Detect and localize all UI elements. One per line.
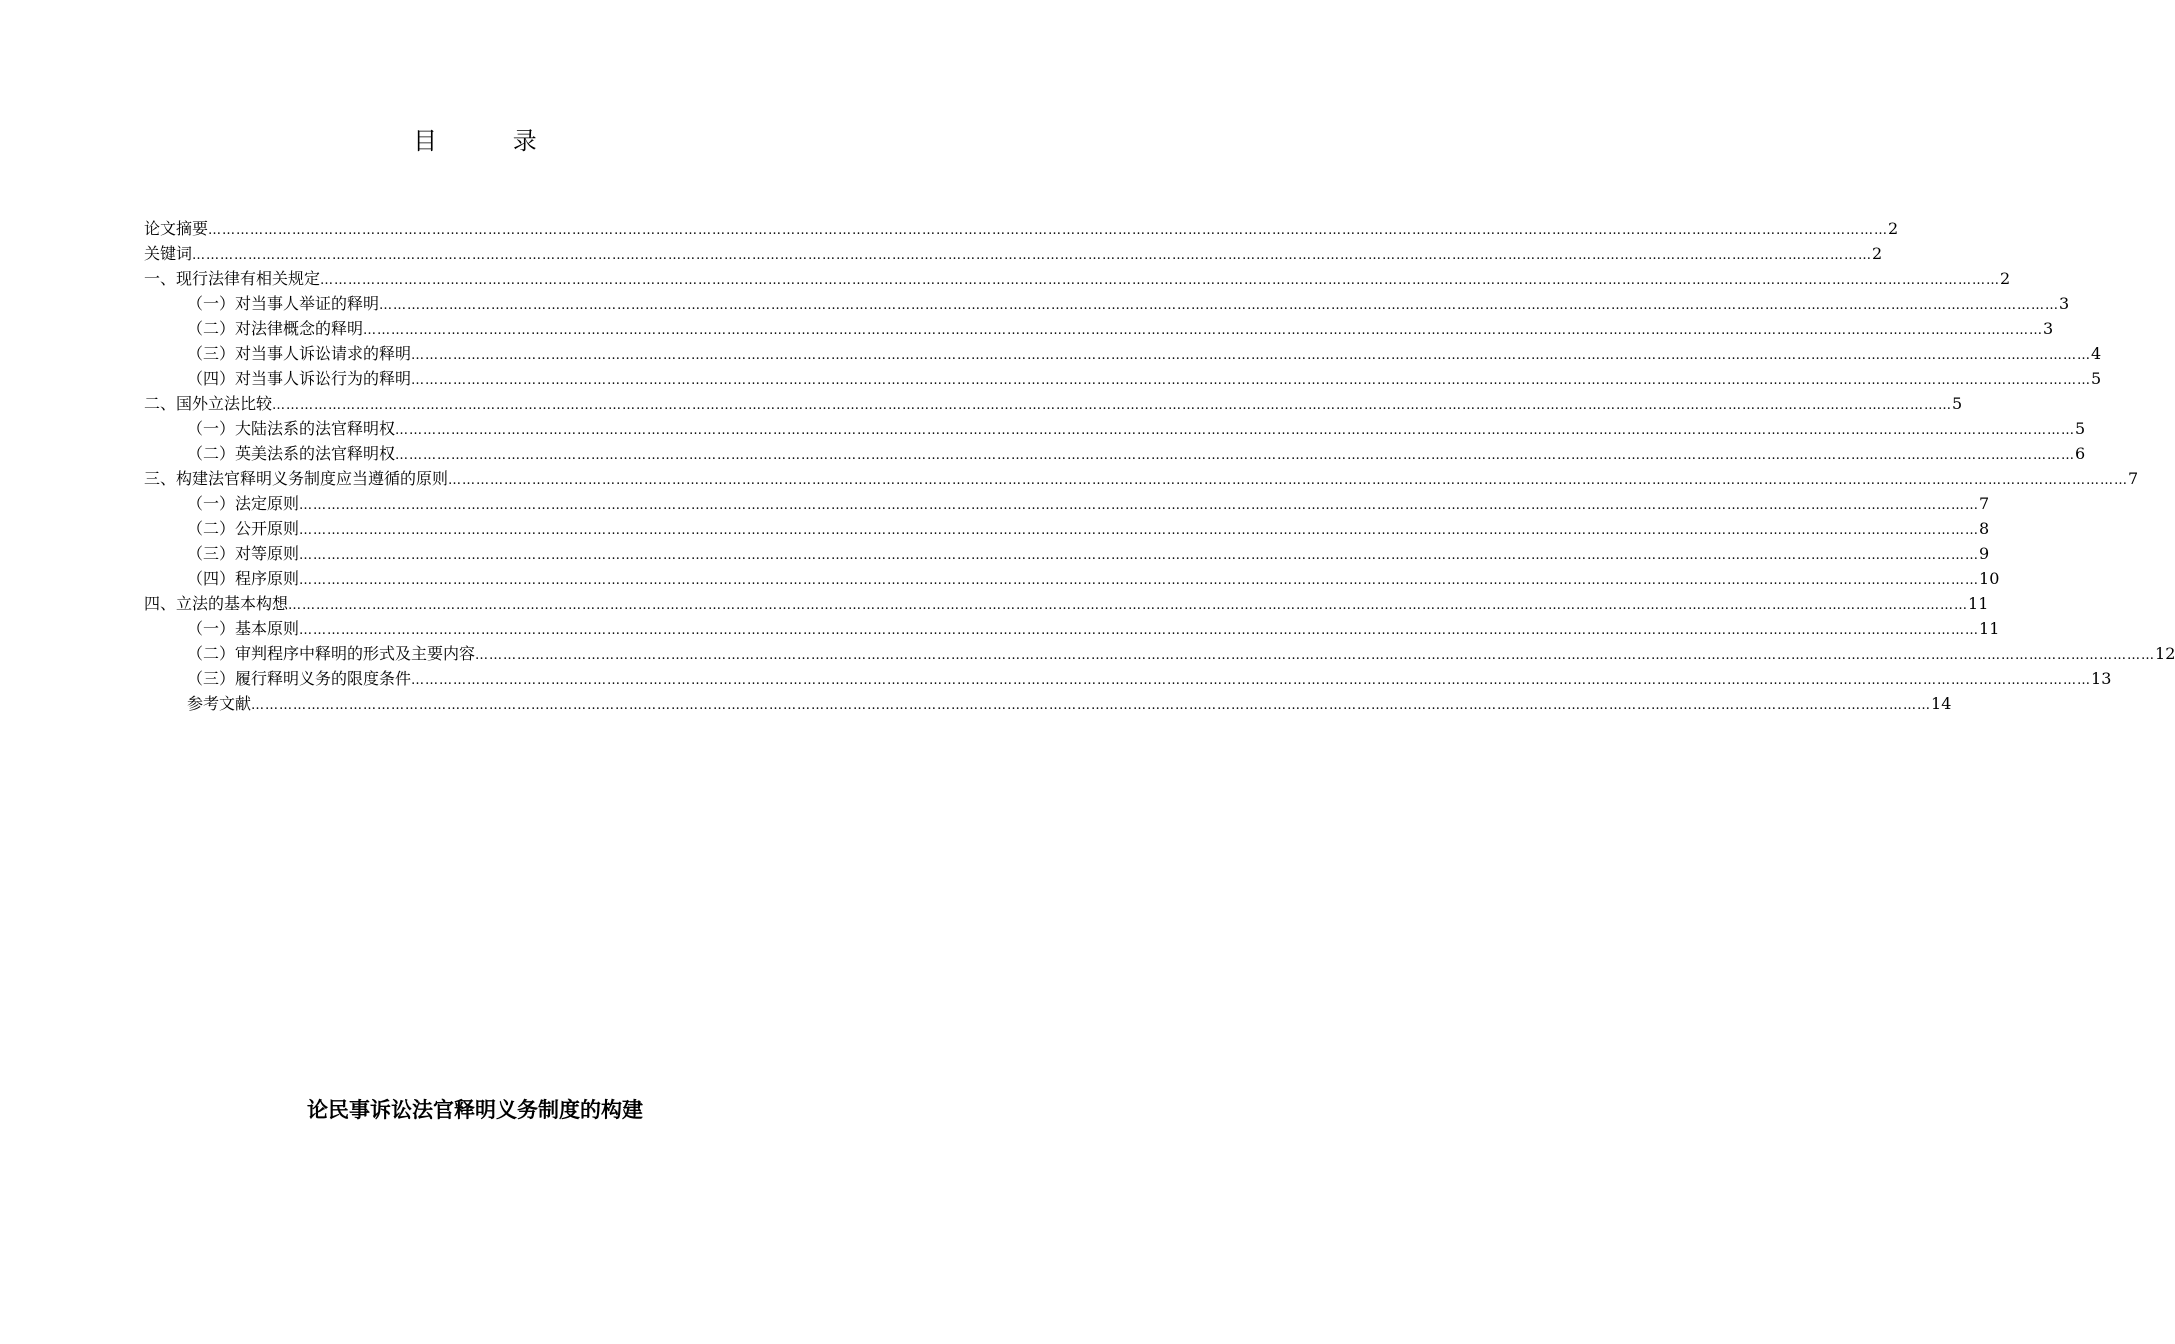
- toc-entry-page: 4: [2091, 344, 2102, 363]
- toc-entry: [144, 616, 2000, 641]
- toc-leader-dots: ………………………………………………………………………………………………………………………………………………………………………………………………………………………………………………………………………………………………………………………………: [299, 623, 1980, 638]
- toc-leader-dots: ………………………………………………………………………………………………………………………………………………………………………………………………………………………………………………………………………………………………………………………………: [363, 323, 2044, 338]
- toc-entry: [144, 316, 2054, 341]
- toc-leader-dots: ………………………………………………………………………………………………………………………………………………………………………………………………………………………………………………………………………………………………………………………………: [208, 223, 1889, 238]
- toc-entry-label: （三）对当事人诉讼请求的释明: [187, 344, 412, 363]
- toc-entry-number: 二、: [144, 394, 177, 413]
- toc-entry-label: （四）对当事人诉讼行为的释明: [187, 369, 412, 388]
- toc-entry-page: 2: [2000, 269, 2011, 288]
- toc-leader-dots: ………………………………………………………………………………………………………………………………………………………………………………………………………………………………………………………………………………………………………………………………: [299, 523, 1980, 538]
- toc-entry-page: 3: [2059, 294, 2070, 313]
- toc-entry: [144, 516, 1990, 541]
- toc-leader-dots: ………………………………………………………………………………………………………………………………………………………………………………………………………………………………………………………………………………………………………………………………: [395, 423, 2076, 438]
- toc-entry-page: 6: [2075, 444, 2086, 463]
- toc-entry-label: （三）履行释明义务的限度条件: [187, 669, 412, 688]
- toc-entry-label: 关键词: [144, 244, 193, 263]
- toc-leader-dots: ………………………………………………………………………………………………………………………………………………………………………………………………………………………………………………………………………………………………………………………………: [411, 673, 2092, 688]
- toc-entry-label: 论文摘要: [144, 219, 209, 238]
- toc-leader-dots: ………………………………………………………………………………………………………………………………………………………………………………………………………………………………………………………………………………………………………………………………: [251, 698, 1932, 713]
- toc-entry: [144, 391, 1963, 416]
- toc-entry-label: （二）公开原则: [187, 519, 300, 538]
- toc-leader-dots: ………………………………………………………………………………………………………………………………………………………………………………………………………………………………………………………………………………………………………………………………: [272, 398, 1953, 413]
- toc-heading: 目 录: [413, 127, 571, 155]
- toc-entry-page: 11: [1979, 619, 2000, 638]
- toc-leader-dots: ………………………………………………………………………………………………………………………………………………………………………………………………………………………………………………………………………………………………………………………………: [411, 373, 2092, 388]
- toc-entry-label: 现行法律有相关规定: [176, 269, 321, 288]
- toc-entry-number: 一、: [144, 269, 177, 288]
- toc-entry-label: （一）基本原则: [187, 619, 300, 638]
- toc-entry-label: （三）对等原则: [187, 544, 300, 563]
- toc-leader-dots: ………………………………………………………………………………………………………………………………………………………………………………………………………………………………………………………………………………………………………………………………: [320, 273, 2001, 288]
- toc-leader-dots: ………………………………………………………………………………………………………………………………………………………………………………………………………………………………………………………………………………………………………………………………: [299, 573, 1980, 588]
- toc-entry-label: （一）大陆法系的法官释明权: [187, 419, 396, 438]
- toc-entry-page: 3: [2043, 319, 2054, 338]
- toc-leader-dots: ………………………………………………………………………………………………………………………………………………………………………………………………………………………………………………………………………………………………………………………………: [288, 598, 1969, 613]
- toc-entry: [144, 566, 2000, 591]
- toc-entry-page: 11: [1968, 594, 1989, 613]
- toc-entry-label: 国外立法比较: [176, 394, 273, 413]
- toc-entry-page: 14: [1931, 694, 1952, 713]
- toc-entry: [144, 541, 1990, 566]
- toc-entry-label: （二）审判程序中释明的形式及主要内容: [187, 644, 476, 663]
- toc-leader-dots: ………………………………………………………………………………………………………………………………………………………………………………………………………………………………………………………………………………………………………………………………: [395, 448, 2076, 463]
- toc-entry-page: 5: [1952, 394, 1963, 413]
- toc-entry-page: 5: [2091, 369, 2102, 388]
- toc-entry-label: 立法的基本构想: [176, 594, 289, 613]
- toc-entry-label: （四）程序原则: [187, 569, 300, 588]
- toc-leader-dots: ………………………………………………………………………………………………………………………………………………………………………………………………………………………………………………………………………………………………………………………………: [192, 248, 1873, 263]
- toc-entry-page: 10: [1979, 569, 2000, 588]
- toc-entry: [144, 266, 2011, 291]
- document-title: 论民事诉讼法官释明义务制度的构建: [307, 1098, 643, 1122]
- toc-entry-page: 5: [2075, 419, 2086, 438]
- toc-entry-label: （一）对当事人举证的释明: [187, 294, 380, 313]
- toc-entry: [144, 491, 1990, 516]
- toc-entry-page: 7: [2128, 469, 2139, 488]
- table-of-contents: [144, 216, 2175, 716]
- toc-entry: [144, 666, 2112, 691]
- toc-entry-page: 2: [1872, 244, 1883, 263]
- toc-entry: [144, 341, 2102, 366]
- toc-entry: [144, 591, 1989, 616]
- toc-entry: [144, 466, 2139, 491]
- toc-entry: [144, 216, 1899, 241]
- toc-entry-label: 参考文献: [187, 694, 252, 713]
- toc-leader-dots: ………………………………………………………………………………………………………………………………………………………………………………………………………………………………………………………………………………………………………………………………: [299, 498, 1980, 513]
- toc-entry-page: 2: [1888, 219, 1899, 238]
- toc-entry: [144, 366, 2102, 391]
- toc-leader-dots: ………………………………………………………………………………………………………………………………………………………………………………………………………………………………………………………………………………………………………………………………: [411, 348, 2092, 363]
- toc-entry: [144, 291, 2070, 316]
- toc-entry-number: 三、: [144, 469, 177, 488]
- toc-entry-page: 8: [1979, 519, 1990, 538]
- toc-entry: [144, 641, 2175, 666]
- toc-entry-label: （二）英美法系的法官释明权: [187, 444, 396, 463]
- toc-entry-label: （一）法定原则: [187, 494, 300, 513]
- toc-leader-dots: ………………………………………………………………………………………………………………………………………………………………………………………………………………………………………………………………………………………………………………………………: [475, 648, 2156, 663]
- toc-entry: [144, 691, 1952, 716]
- toc-leader-dots: ………………………………………………………………………………………………………………………………………………………………………………………………………………………………………………………………………………………………………………………………: [379, 298, 2060, 313]
- toc-leader-dots: ………………………………………………………………………………………………………………………………………………………………………………………………………………………………………………………………………………………………………………………………: [299, 548, 1980, 563]
- toc-entry-page: 9: [1979, 544, 1990, 563]
- toc-entry: [144, 441, 2086, 466]
- toc-entry: [144, 416, 2086, 441]
- toc-entry: [144, 241, 1883, 266]
- toc-leader-dots: ………………………………………………………………………………………………………………………………………………………………………………………………………………………………………………………………………………………………………………………………: [448, 473, 2129, 488]
- toc-entry-page: 7: [1979, 494, 1990, 513]
- toc-entry-page: 12: [2155, 644, 2175, 663]
- toc-entry-label: （二）对法律概念的释明: [187, 319, 364, 338]
- toc-entry-number: 四、: [144, 594, 177, 613]
- toc-entry-label: 构建法官释明义务制度应当遵循的原则: [176, 469, 449, 488]
- toc-entry-page: 13: [2091, 669, 2112, 688]
